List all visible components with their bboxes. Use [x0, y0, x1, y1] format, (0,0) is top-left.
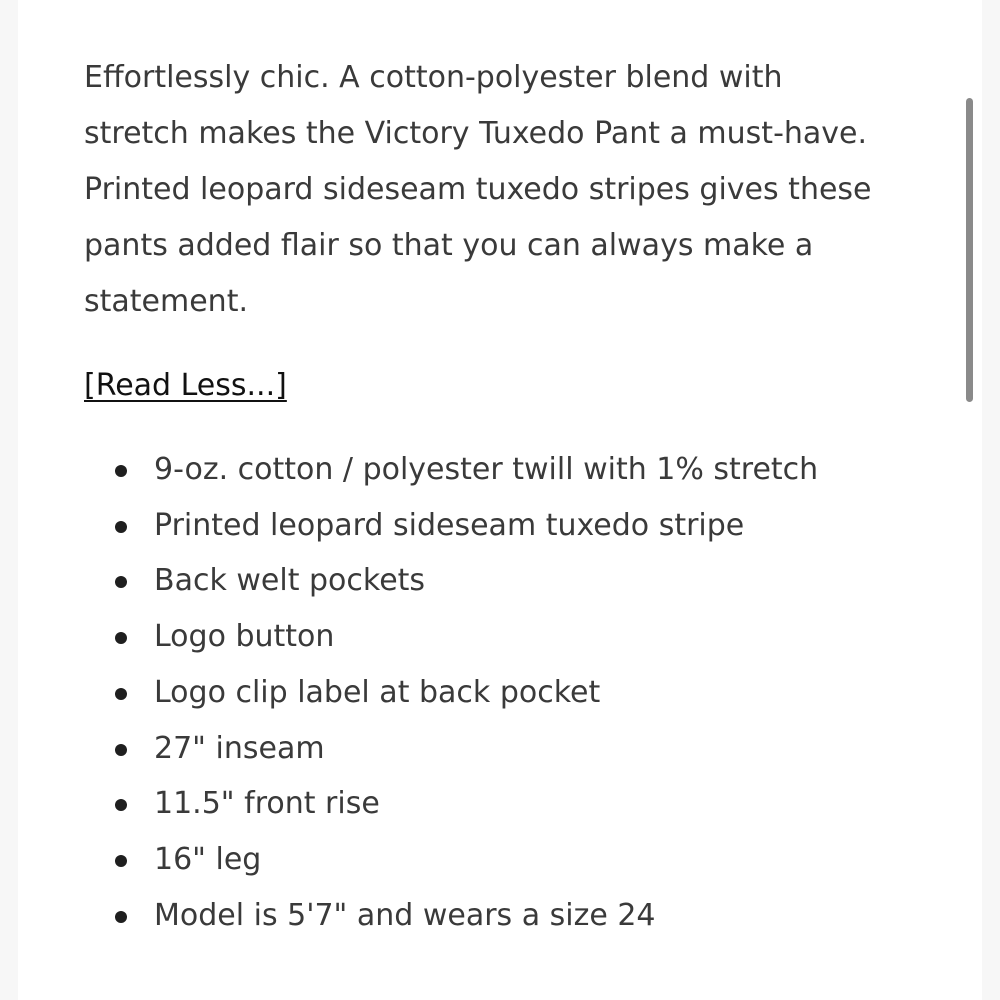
bullet-icon [115, 576, 127, 588]
feature-text: Logo clip label at back pocket [154, 674, 601, 710]
feature-item [84, 553, 964, 609]
feature-item [84, 609, 964, 665]
feature-text: Model is 5'7" and wears a size 24 [154, 897, 656, 933]
read-less-link[interactable]: [Read Less...] [84, 368, 287, 403]
bullet-icon [115, 911, 127, 923]
bullet-icon [115, 465, 127, 477]
scrollbar-thumb[interactable] [966, 98, 973, 402]
description-line: stretch makes the Victory Tuxedo Pant a must-have. [84, 116, 868, 151]
feature-text: Logo button [154, 619, 335, 655]
description-line: pants added flair so that you can always make a [84, 228, 814, 263]
bullet-icon [115, 521, 127, 533]
description-line: Effortlessly chic. A cotton-polyester blend with [84, 60, 783, 95]
feature-item [84, 721, 964, 777]
bullet-icon [115, 632, 127, 644]
feature-item [84, 776, 964, 832]
feature-text: 16" leg [154, 841, 262, 877]
description-line: statement. [84, 284, 248, 319]
feature-item [84, 665, 964, 721]
feature-text: 9-oz. cotton / polyester twill with 1% stretch [154, 452, 819, 487]
feature-list [84, 442, 964, 943]
feature-text: 27" inseam [154, 730, 325, 766]
bullet-icon [115, 799, 127, 811]
bullet-icon [115, 688, 127, 700]
bullet-icon [115, 744, 127, 756]
feature-item [84, 888, 964, 944]
feature-item [84, 442, 964, 498]
description-line: Printed leopard sideseam tuxedo stripes gives these [84, 172, 872, 207]
feature-item [84, 832, 964, 888]
feature-text: Printed leopard sideseam tuxedo stripe [154, 507, 745, 543]
product-description [84, 50, 964, 330]
product-details-panel [18, 0, 982, 1000]
product-details-content [84, 50, 964, 943]
feature-text: Back welt pockets [154, 563, 426, 599]
feature-item [84, 498, 964, 554]
bullet-icon [115, 855, 127, 867]
feature-text: 11.5" front rise [154, 786, 380, 822]
